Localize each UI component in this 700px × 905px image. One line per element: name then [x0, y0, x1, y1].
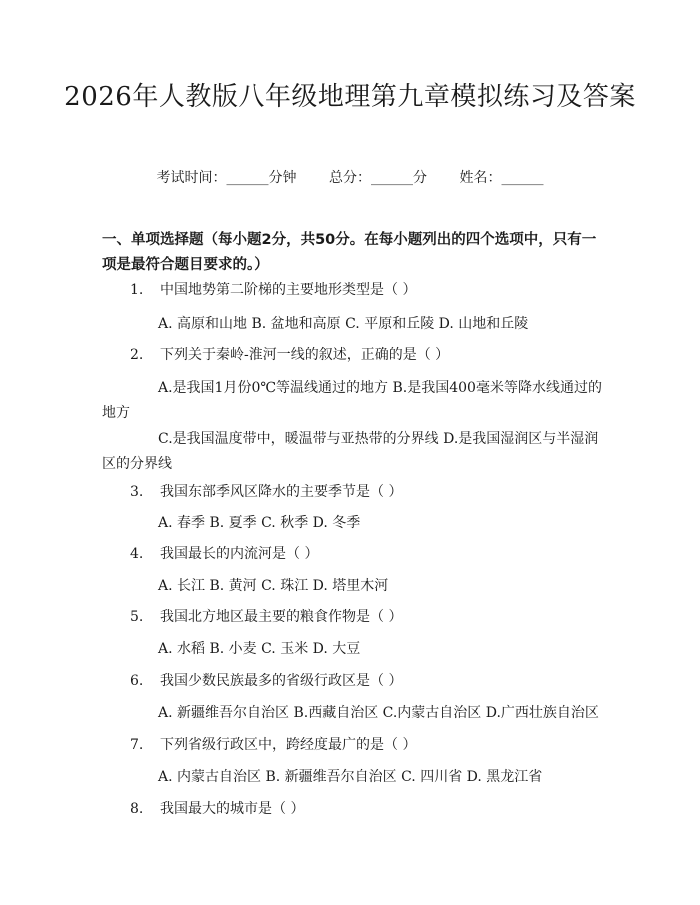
- question-text: 我国少数民族最多的省级行政区是（ ）: [160, 673, 403, 689]
- question-7-options: A. 内蒙古自治区 B. 新疆维吾尔自治区 C. 四川省 D. 黑龙江省: [158, 769, 543, 785]
- question-1: [130, 280, 416, 300]
- question-number: 1.: [130, 282, 144, 298]
- question-number: 5.: [130, 609, 144, 625]
- question-number: 4.: [130, 546, 144, 562]
- student-name-field: 姓名：______: [459, 170, 544, 186]
- question-text: 下列省级行政区中，跨经度最广的是（ ）: [160, 737, 417, 753]
- question-text: 中国地势第二阶梯的主要地形类型是（ ）: [160, 282, 417, 298]
- question-2-options-2: C.是我国温度带中，暖温带与亚热带的分界线 D.是我国湿润区与半湿润区的分界线: [102, 431, 599, 472]
- question-3: [130, 482, 402, 502]
- question-4-options: A. 长江 B. 黄河 C. 珠江 D. 塔里木河: [158, 578, 389, 594]
- question-2-options-1: A.是我国1月份0℃等温线通过的地方 B.是我国400毫米等降水线通过的地方: [102, 380, 602, 421]
- question-3-options: A. 春季 B. 夏季 C. 秋季 D. 冬季: [158, 515, 361, 531]
- document-title: 2026年人教版八年级地理第九章模拟练习及答案: [64, 82, 636, 112]
- question-number: 2.: [130, 347, 144, 363]
- question-number: 3.: [130, 484, 144, 500]
- section-heading: 一、单项选择题（每小题2分，共50分。在每小题列出的四个选项中，只有一项是最符合题目要求的。）: [102, 232, 597, 273]
- question-5: [130, 607, 402, 627]
- exam-time-field: 考试时间：______分钟: [156, 170, 297, 186]
- question-number: 6.: [130, 673, 144, 689]
- question-text: 我国最大的城市是（ ）: [160, 801, 305, 817]
- question-text: 我国北方地区最主要的粮食作物是（ ）: [160, 609, 403, 625]
- question-7: [130, 735, 416, 755]
- question-1-options: A. 高原和山地 B. 盆地和高原 C. 平原和丘陵 D. 山地和丘陵: [158, 316, 529, 332]
- question-text: 下列关于秦岭-淮河一线的叙述，正确的是（ ）: [160, 347, 450, 363]
- question-6: [130, 671, 402, 691]
- exam-info-line: [0, 167, 700, 187]
- question-8: [130, 799, 304, 819]
- question-text: 我国最长的内流河是（ ）: [160, 546, 319, 562]
- question-6-options: A. 新疆维吾尔自治区 B.西藏自治区 C.内蒙古自治区 D.广西壮族自治区: [158, 705, 599, 721]
- question-text: 我国东部季风区降水的主要季节是（ ）: [160, 484, 403, 500]
- question-4: [130, 544, 318, 564]
- question-5-options: A. 水稻 B. 小麦 C. 玉米 D. 大豆: [158, 641, 361, 657]
- question-number: 8.: [130, 801, 144, 817]
- question-number: 7.: [130, 737, 144, 753]
- question-2: [130, 345, 449, 365]
- total-score-field: 总分：______分: [329, 170, 427, 186]
